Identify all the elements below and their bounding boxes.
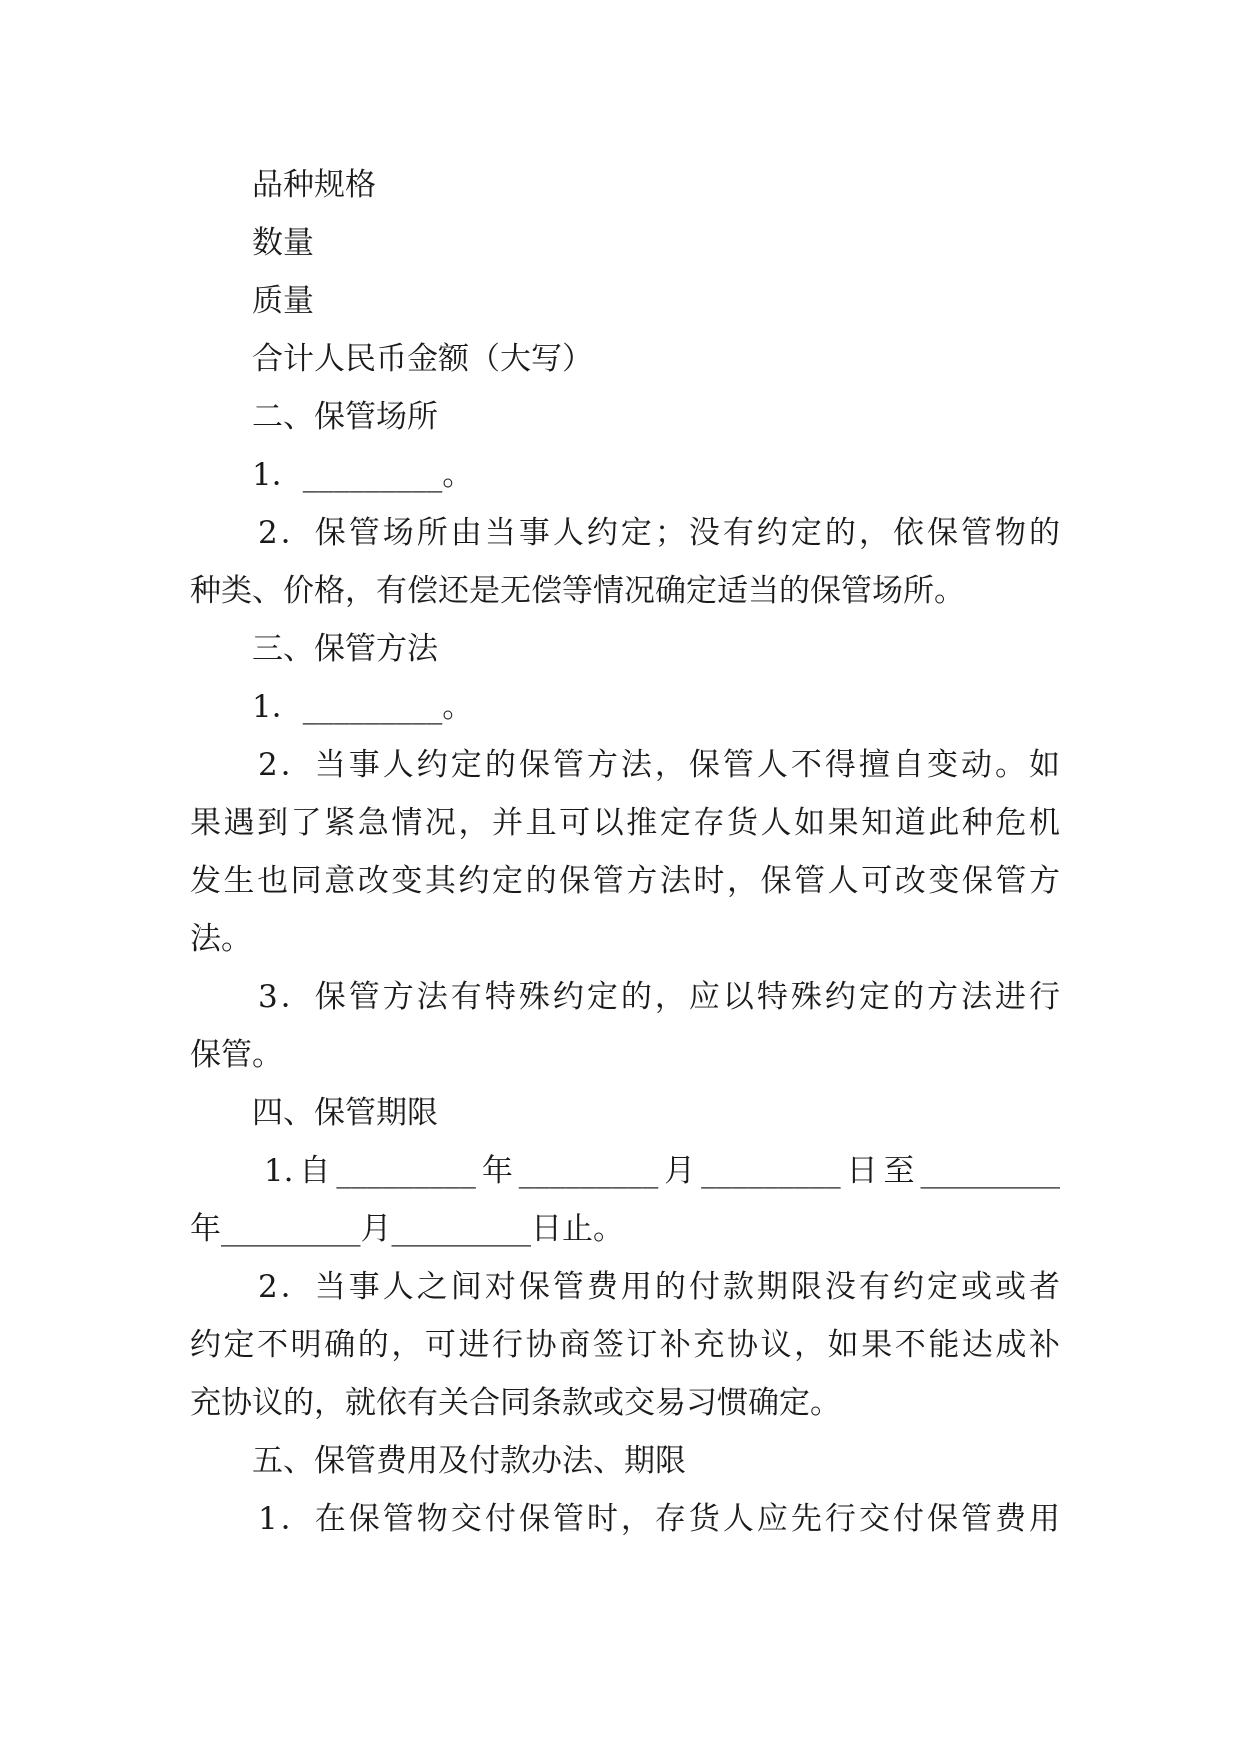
text-line: 2．保管场所由当事人约定；没有约定的，依保管物的 [190, 515, 1060, 551]
section-heading: 四、保管期限 [190, 1095, 438, 1131]
section-heading: 三、保管方法 [190, 631, 438, 667]
text-line: 约定不明确的，可进行协商签订补充协议，如果不能达成补 [190, 1327, 1060, 1363]
date-range-line: 年_________月_________日止。 [190, 1211, 624, 1247]
text-line: 合计人民币金额（大写） [190, 341, 593, 377]
text-line: 2．当事人之间对保管费用的付款期限没有约定或或者 [190, 1269, 1060, 1305]
text-line: 1．_________。 [190, 457, 474, 493]
text-line: 种类、价格，有偿还是无偿等情况确定适当的保管场所。 [190, 573, 965, 609]
text-line: 充协议的，就依有关合同条款或交易习惯确定。 [190, 1385, 841, 1421]
text-line: 1．在保管物交付保管时，存货人应先行交付保管费用 [190, 1501, 1060, 1537]
section-heading: 二、保管场所 [190, 399, 438, 435]
text-line: 质量 [190, 283, 314, 319]
section-heading: 五、保管费用及付款办法、期限 [190, 1443, 686, 1479]
text-line: 果遇到了紧急情况，并且可以推定存货人如果知道此种危机 [190, 805, 1060, 841]
text-line: 数量 [190, 225, 314, 261]
text-line: 保管。 [190, 1037, 283, 1073]
text-line: 2．当事人约定的保管方法，保管人不得擅自变动。如 [190, 747, 1060, 783]
date-range-line: 1.自_________年_________月_________日至_________ [190, 1153, 1060, 1189]
text-line: 品种规格 [190, 167, 376, 203]
text-line: 发生也同意改变其约定的保管方法时，保管人可改变保管方 [190, 863, 1060, 899]
text-line: 法。 [190, 921, 252, 957]
text-line: 1．_________。 [190, 689, 474, 725]
text-line: 3．保管方法有特殊约定的，应以特殊约定的方法进行 [190, 979, 1060, 1015]
